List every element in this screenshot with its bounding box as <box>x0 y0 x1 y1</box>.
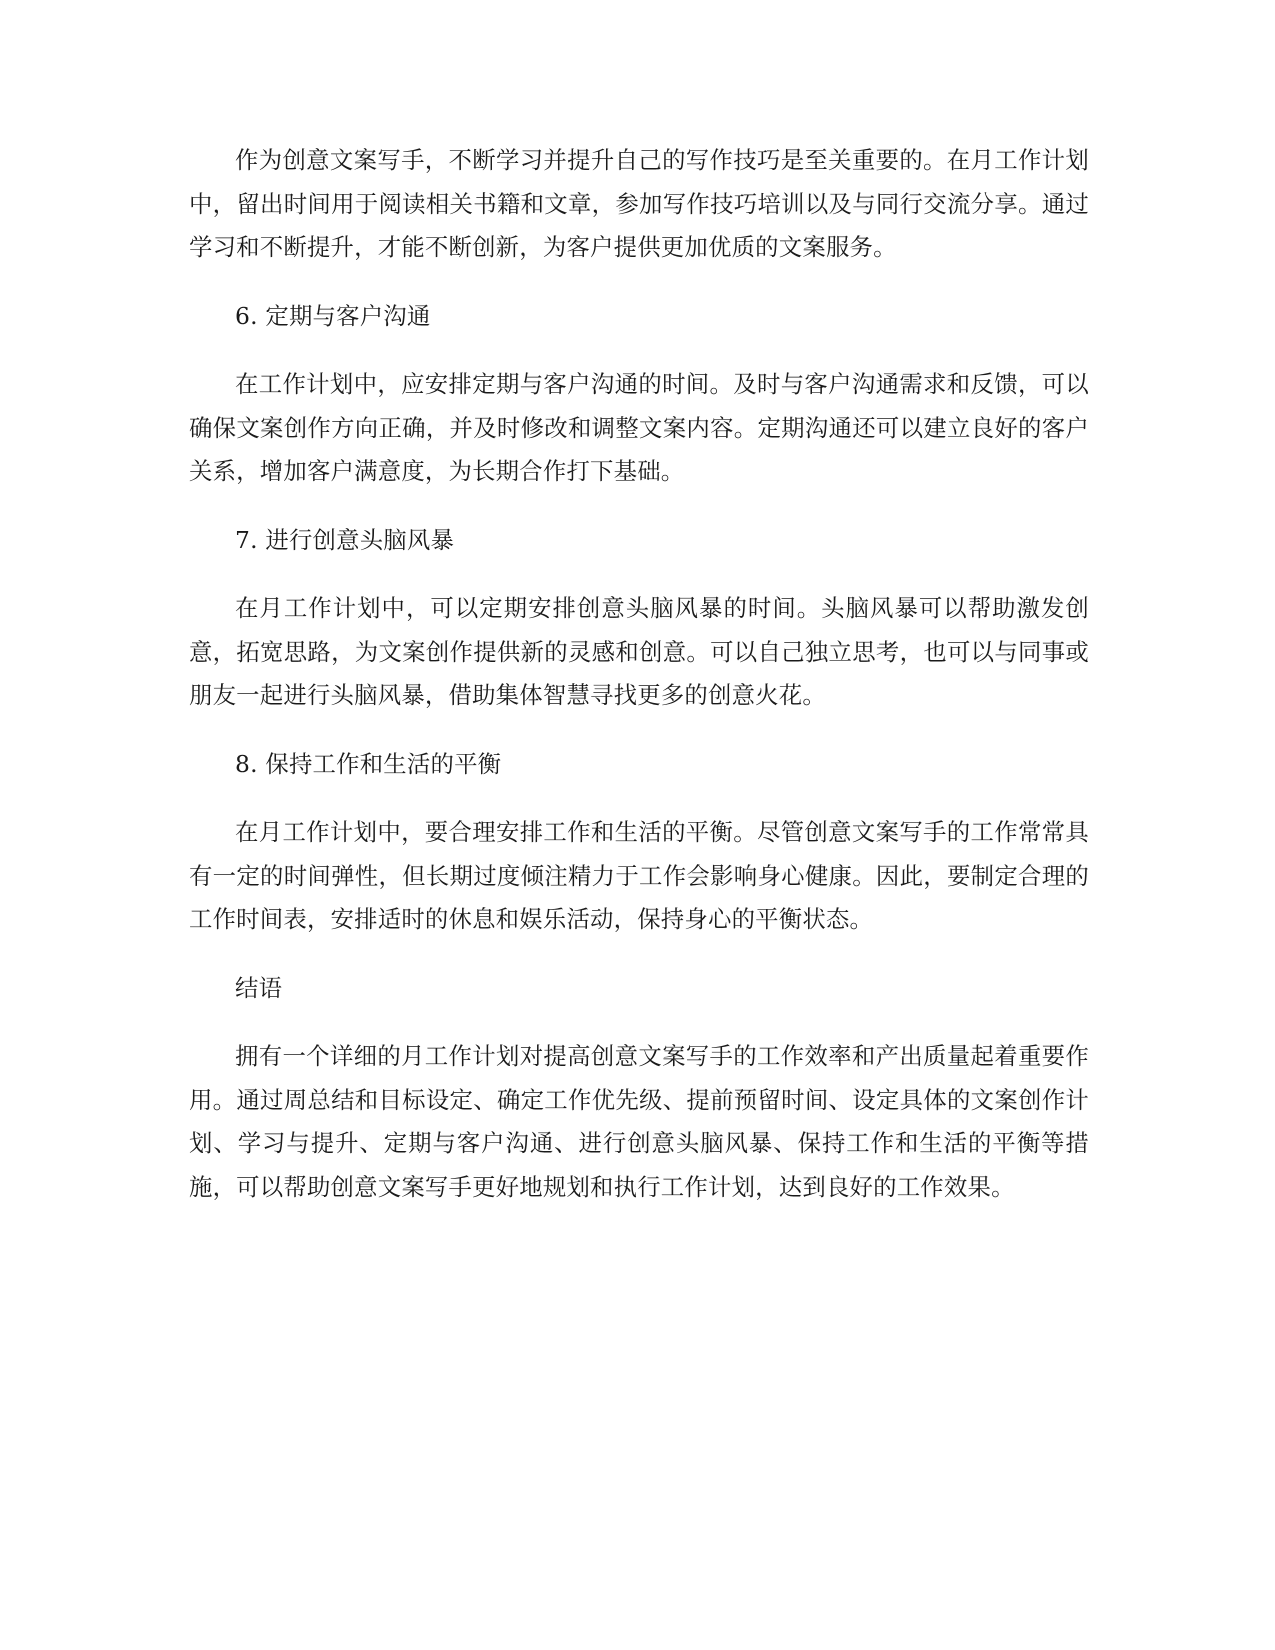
document-page <box>189 139 1089 1234</box>
heading-brainstorming: 7. 进行创意头脑风暴 <box>235 525 455 554</box>
paragraph-learning: 作为创意文案写手，不断学习并提升自己的写作技巧是至关重要的。在月工作计划中，留出时间用于阅读相关书籍和文章，参加写作技巧培训以及与同行交流分享。通过学习和不断提升，才能不断创新，为客户提供更加优质的文案服务。 <box>189 146 1089 261</box>
heading-client-communication: 6. 定期与客户沟通 <box>235 301 431 330</box>
heading-work-life-balance: 8. 保持工作和生活的平衡 <box>235 749 502 778</box>
heading-conclusion: 结语 <box>235 973 283 1002</box>
paragraph-client-communication: 在工作计划中，应安排定期与客户沟通的时间。及时与客户沟通需求和反馈，可以确保文案创作方向正确，并及时修改和调整文案内容。定期沟通还可以建立良好的客户关系，增加客户满意度，为长期合作打下基础。 <box>189 370 1089 485</box>
paragraph-work-life-balance: 在月工作计划中，要合理安排工作和生活的平衡。尽管创意文案写手的工作常常具有一定的时间弹性，但长期过度倾注精力于工作会影响身心健康。因此，要制定合理的工作时间表，安排适时的休息和娱乐活动，保持身心的平衡状态。 <box>189 818 1089 933</box>
paragraph-brainstorming: 在月工作计划中，可以定期安排创意头脑风暴的时间。头脑风暴可以帮助激发创意，拓宽思路，为文案创作提供新的灵感和创意。可以自己独立思考，也可以与同事或朋友一起进行头脑风暴，借助集体智慧寻找更多的创意火花。 <box>189 594 1089 709</box>
paragraph-conclusion: 拥有一个详细的月工作计划对提高创意文案写手的工作效率和产出质量起着重要作用。通过周总结和目标设定、确定工作优先级、提前预留时间、设定具体的文案创作计划、学习与提升、定期与客户沟通、进行创意头脑风暴、保持工作和生活的平衡等措施，可以帮助创意文案写手更好地规划和执行工作计划，达到良好的工作效果。 <box>189 1042 1089 1201</box>
